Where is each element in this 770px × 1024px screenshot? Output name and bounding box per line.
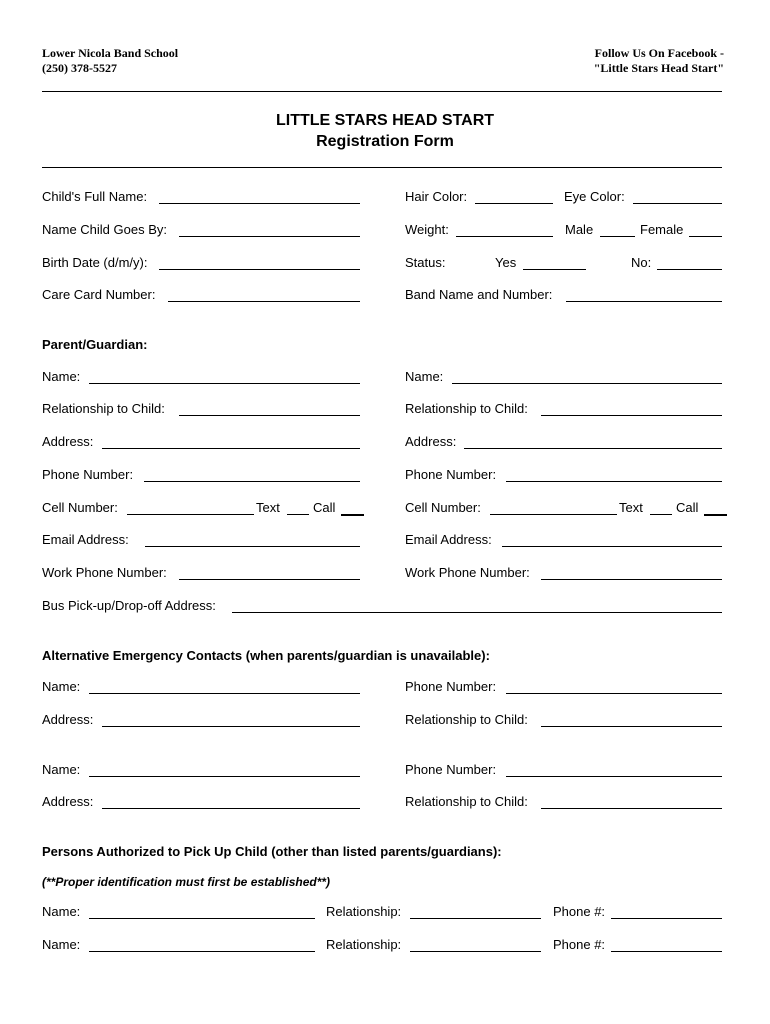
parent2-name-field[interactable] <box>452 383 722 384</box>
emergency1-phone-label: Phone Number: <box>405 679 497 694</box>
facebook-line-2: "Little Stars Head Start" <box>593 61 724 75</box>
parent1-name-field[interactable] <box>89 383 360 384</box>
female-field[interactable] <box>689 236 722 237</box>
parent2-phone-field[interactable] <box>506 481 722 482</box>
authorized1-phone-field[interactable] <box>611 918 722 919</box>
female-label: Female <box>640 222 684 237</box>
emergency1-relationship-label: Relationship to Child: <box>405 712 528 727</box>
parent1-phone-label: Phone Number: <box>42 467 134 482</box>
parent2-email-field[interactable] <box>502 546 722 547</box>
page-title: LITTLE STARS HEAD START <box>275 112 495 129</box>
parent1-cell-label: Cell Number: <box>42 500 118 515</box>
parent2-work-phone-label: Work Phone Number: <box>405 565 530 580</box>
hair-color-label: Hair Color: <box>405 189 468 204</box>
name-goes-by-field[interactable] <box>179 236 360 237</box>
emergency1-address-field[interactable] <box>102 726 360 727</box>
title-divider <box>42 167 722 168</box>
emergency2-address-field[interactable] <box>102 808 360 809</box>
status-yes-label: Yes <box>495 255 517 270</box>
band-name-field[interactable] <box>566 301 722 302</box>
care-card-label: Care Card Number: <box>42 287 156 302</box>
parent2-address-field[interactable] <box>464 448 722 449</box>
authorized1-relationship-field[interactable] <box>410 918 541 919</box>
parent-guardian-heading: Parent/Guardian: <box>42 337 148 352</box>
parent2-phone-label: Phone Number: <box>405 467 497 482</box>
parent1-address-field[interactable] <box>102 448 360 449</box>
authorized-heading: Persons Authorized to Pick Up Child (other than listed parents/guardians): <box>42 844 502 859</box>
school-info <box>42 46 178 76</box>
facebook-info <box>594 46 724 76</box>
care-card-field[interactable] <box>168 301 360 302</box>
parent1-text-label: Text <box>256 500 280 515</box>
emergency2-relationship-field[interactable] <box>541 808 722 809</box>
weight-label: Weight: <box>405 222 449 237</box>
weight-field[interactable] <box>456 236 553 237</box>
emergency2-name-label: Name: <box>42 762 81 777</box>
parent2-cell-label: Cell Number: <box>405 500 481 515</box>
parent1-cell-field[interactable] <box>127 514 254 515</box>
name-goes-by-label: Name Child Goes By: <box>42 222 167 237</box>
parent2-call-label: Call <box>676 500 699 515</box>
parent1-relationship-label: Relationship to Child: <box>42 401 165 416</box>
emergency1-name-label: Name: <box>42 679 81 694</box>
authorized2-phone-label: Phone #: <box>553 937 606 952</box>
parent1-work-phone-label: Work Phone Number: <box>42 565 167 580</box>
emergency1-name-field[interactable] <box>89 693 360 694</box>
parent1-address-label: Address: <box>42 434 94 449</box>
school-name: Lower Nicola Band School <box>42 46 179 60</box>
page-subtitle: Registration Form <box>316 133 454 150</box>
authorized1-relationship-label: Relationship: <box>326 904 402 919</box>
authorized-note: (**Proper identification must first be established**) <box>42 875 331 889</box>
male-label: Male <box>565 222 594 237</box>
emergency2-phone-field[interactable] <box>506 776 722 777</box>
emergency2-name-field[interactable] <box>89 776 360 777</box>
emergency1-phone-field[interactable] <box>506 693 722 694</box>
status-yes-field[interactable] <box>523 269 586 270</box>
parent2-text-field[interactable] <box>650 514 672 515</box>
childs-full-name-label: Child's Full Name: <box>42 189 148 204</box>
facebook-line-1: Follow Us On Facebook - <box>594 46 724 60</box>
authorized1-name-label: Name: <box>42 904 81 919</box>
emergency2-phone-label: Phone Number: <box>405 762 497 777</box>
eye-color-label: Eye Color: <box>564 189 625 204</box>
birth-date-label: Birth Date (d/m/y): <box>42 255 148 270</box>
band-name-label: Band Name and Number: <box>405 287 553 302</box>
parent1-name-label: Name: <box>42 369 81 384</box>
authorized2-relationship-label: Relationship: <box>326 937 402 952</box>
status-label: Status: <box>405 255 446 270</box>
male-field[interactable] <box>600 236 635 237</box>
parent2-relationship-field[interactable] <box>541 415 722 416</box>
parent2-name-label: Name: <box>405 369 444 384</box>
eye-color-field[interactable] <box>633 203 722 204</box>
parent1-relationship-field[interactable] <box>179 415 360 416</box>
authorized2-relationship-field[interactable] <box>410 951 541 952</box>
parent2-text-label: Text <box>619 500 643 515</box>
authorized2-name-label: Name: <box>42 937 81 952</box>
parent2-cell-field[interactable] <box>490 514 617 515</box>
emergency1-address-label: Address: <box>42 712 94 727</box>
parent1-email-field[interactable] <box>145 546 360 547</box>
parent2-relationship-label: Relationship to Child: <box>405 401 528 416</box>
header-divider <box>42 91 722 92</box>
parent2-call-field[interactable] <box>704 514 727 516</box>
emergency2-address-label: Address: <box>42 794 94 809</box>
authorized1-phone-label: Phone #: <box>553 904 606 919</box>
parent2-work-phone-field[interactable] <box>541 579 722 580</box>
authorized2-phone-field[interactable] <box>611 951 722 952</box>
emergency1-relationship-field[interactable] <box>541 726 722 727</box>
emergency-heading: Alternative Emergency Contacts (when parents/guardian is unavailable): <box>42 648 490 663</box>
childs-full-name-field[interactable] <box>159 203 360 204</box>
status-no-field[interactable] <box>657 269 722 270</box>
bus-address-field[interactable] <box>232 612 722 613</box>
parent2-email-label: Email Address: <box>405 532 492 547</box>
hair-color-field[interactable] <box>475 203 553 204</box>
parent1-call-field[interactable] <box>341 514 364 516</box>
parent1-email-label: Email Address: <box>42 532 129 547</box>
parent1-phone-field[interactable] <box>144 481 360 482</box>
parent1-work-phone-field[interactable] <box>179 579 360 580</box>
parent2-address-label: Address: <box>405 434 457 449</box>
status-no-label: No: <box>631 255 652 270</box>
school-phone: (250) 378-5527 <box>42 61 117 75</box>
authorized2-name-field[interactable] <box>89 951 315 952</box>
parent1-call-label: Call <box>313 500 336 515</box>
birth-date-field[interactable] <box>159 269 360 270</box>
emergency2-relationship-label: Relationship to Child: <box>405 794 528 809</box>
authorized1-name-field[interactable] <box>89 918 315 919</box>
bus-address-label: Bus Pick-up/Drop-off Address: <box>42 598 216 613</box>
parent1-text-field[interactable] <box>287 514 309 515</box>
